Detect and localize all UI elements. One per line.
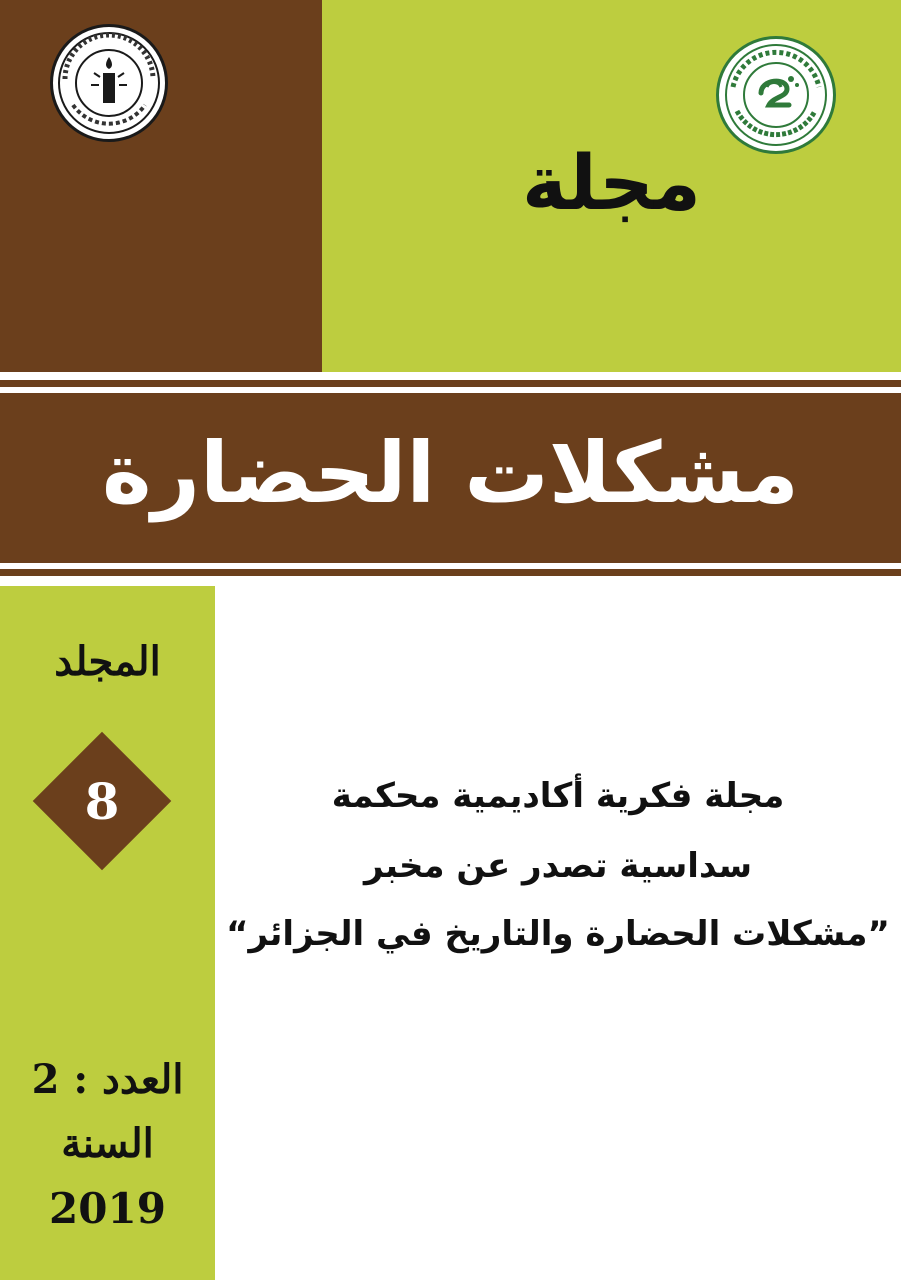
university-seal-emblem-icon (721, 41, 831, 149)
left-green-panel (0, 586, 215, 1280)
divider-stripe (0, 576, 901, 586)
divider-stripe (0, 380, 901, 387)
magazine-word: مجلة (522, 138, 701, 227)
lab-seal-emblem-icon (55, 29, 163, 137)
description-line-2: سداسية تصدر عن مخبر (363, 846, 753, 886)
volume-label: المجلد (54, 638, 161, 685)
description-line-1: مجلة فكرية أكاديمية محكمة (331, 776, 785, 816)
journal-title: مشكلات الحضارة (102, 424, 799, 522)
lab-seal-logo (50, 24, 168, 142)
divider-stripe (0, 569, 901, 576)
year-value: 2019 (49, 1184, 166, 1233)
issue-number: العدد : 2 (31, 1056, 184, 1103)
description-line-3: ”مشكلات الحضارة والتاريخ في الجزائر“ (226, 914, 890, 954)
university-seal-logo (716, 36, 836, 154)
divider-stripe (0, 372, 901, 380)
year-label: السنة (61, 1120, 154, 1167)
volume-number: 8 (84, 771, 120, 831)
